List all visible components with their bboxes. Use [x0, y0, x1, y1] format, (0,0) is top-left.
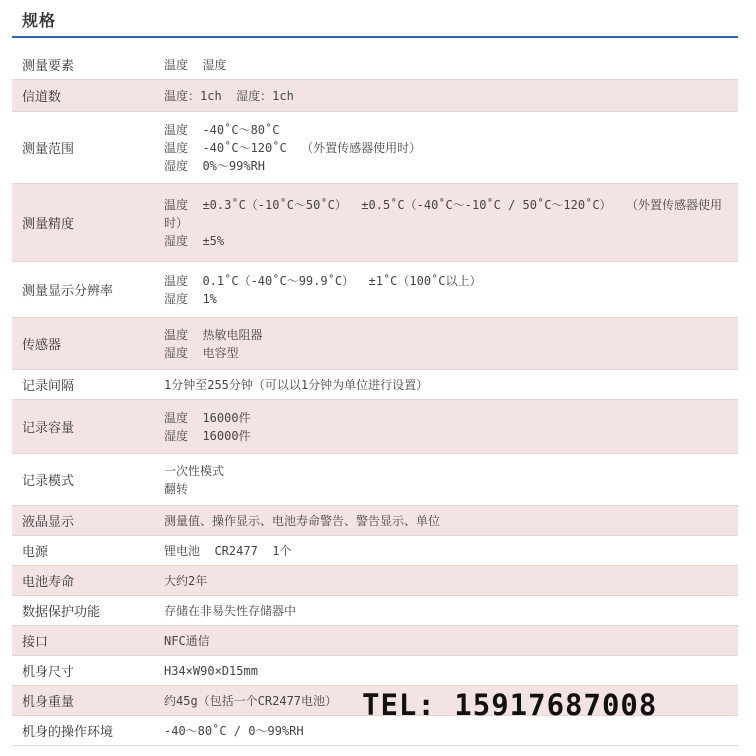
- spec-value: [164, 462, 738, 498]
- spec-value: [164, 56, 738, 74]
- spec-value-line: 湿度 16000件: [164, 428, 251, 443]
- spec-label: 测量精度: [22, 217, 75, 232]
- spec-label: 记录间隔: [22, 379, 75, 394]
- spec-value-line: 锂电池 CR2477 1个: [164, 543, 292, 558]
- spec-value-line: H34×W90×D15mm: [164, 663, 258, 678]
- spec-value-line: 温度 16000件: [164, 410, 251, 425]
- spec-row: [12, 566, 738, 596]
- spec-row: [12, 50, 738, 80]
- spec-label: 电源: [22, 545, 49, 560]
- spec-header: [12, 0, 738, 38]
- spec-value: [164, 409, 738, 445]
- spec-label: 接口: [22, 635, 49, 650]
- spec-value-line: 湿度 电容型: [164, 345, 239, 360]
- spec-table: [12, 50, 738, 746]
- spec-value-line: 湿度 ±5%: [164, 233, 225, 248]
- spec-row: [12, 370, 738, 400]
- spec-row: [12, 262, 738, 318]
- spec-value-line: NFC通信: [164, 633, 210, 648]
- spec-row: [12, 454, 738, 506]
- spec-value: [164, 662, 738, 680]
- spec-value-line: 存储在非易失性存储器中: [164, 603, 297, 618]
- tel-overlay: TEL: 15917687008: [362, 688, 658, 722]
- spec-value-line: 翻转: [164, 481, 189, 496]
- spec-label: 机身尺寸: [22, 665, 75, 680]
- spec-label: 数据保护功能: [22, 605, 101, 620]
- spec-value-line: 湿度 0%～99%RH: [164, 158, 266, 173]
- spec-value-line: 温度 湿度: [164, 57, 227, 72]
- spec-value: [164, 272, 738, 308]
- spec-row: [12, 80, 738, 112]
- spec-row: [12, 184, 738, 262]
- spec-row: [12, 536, 738, 566]
- spec-label: 测量范围: [22, 142, 75, 157]
- page-title: 规格: [22, 11, 57, 30]
- spec-value-line: 温度 ±0.3˚C（-10˚C～50˚C） ±0.5˚C（-40˚C～-10˚C / 50˚C～120˚C） （外置传感器使用时）: [164, 197, 723, 230]
- spec-value-line: -40～80˚C / 0～99%RH: [164, 723, 304, 738]
- spec-label: 测量要素: [22, 59, 75, 74]
- spec-value: [164, 572, 738, 590]
- spec-value-line: 一次性模式: [164, 463, 225, 478]
- spec-row: [12, 318, 738, 370]
- spec-label: 传感器: [22, 338, 62, 353]
- spec-value: [164, 326, 738, 362]
- spec-value-line: 测量值、操作显示、电池寿命警告、警告显示、单位: [164, 513, 441, 528]
- spec-value: [164, 376, 738, 394]
- spec-value: [164, 542, 738, 560]
- spec-label: 信道数: [22, 90, 62, 105]
- spec-value: [164, 632, 738, 650]
- spec-value: [164, 121, 738, 175]
- spec-value: [164, 87, 738, 105]
- spec-label: 电池寿命: [22, 575, 75, 590]
- spec-value-line: 温度：1ch 湿度：1ch: [164, 88, 294, 103]
- spec-label: 机身的操作环境: [22, 725, 114, 740]
- spec-label: 记录容量: [22, 421, 75, 436]
- spec-value-line: 约45g（包括一个CR2477电池）: [164, 693, 338, 708]
- spec-row: [12, 596, 738, 626]
- spec-value: [164, 196, 738, 250]
- spec-value: [164, 512, 738, 530]
- spec-value-line: 温度 0.1˚C（-40˚C～99.9˚C） ±1˚C（100˚C以上）: [164, 273, 482, 288]
- spec-value-line: 温度 -40˚C～80˚C: [164, 122, 280, 137]
- spec-label: 测量显示分辨率: [22, 284, 114, 299]
- spec-label: 机身重量: [22, 695, 75, 710]
- spec-row: [12, 400, 738, 454]
- spec-row: [12, 506, 738, 536]
- spec-row: [12, 656, 738, 686]
- spec-value: [164, 602, 738, 620]
- spec-label: 液晶显示: [22, 515, 75, 530]
- spec-value-line: 大约2年: [164, 573, 208, 588]
- spec-value: [164, 722, 738, 740]
- spec-value-line: 温度 -40˚C～120˚C （外置传感器使用时）: [164, 140, 422, 155]
- spec-value-line: 湿度 1%: [164, 291, 217, 306]
- spec-row: [12, 112, 738, 184]
- spec-label: 记录模式: [22, 474, 75, 489]
- spec-value-line: 1分钟至255分钟（可以以1分钟为单位进行设置）: [164, 377, 429, 392]
- spec-row: [12, 626, 738, 656]
- spec-value-line: 温度 热敏电阻器: [164, 327, 263, 342]
